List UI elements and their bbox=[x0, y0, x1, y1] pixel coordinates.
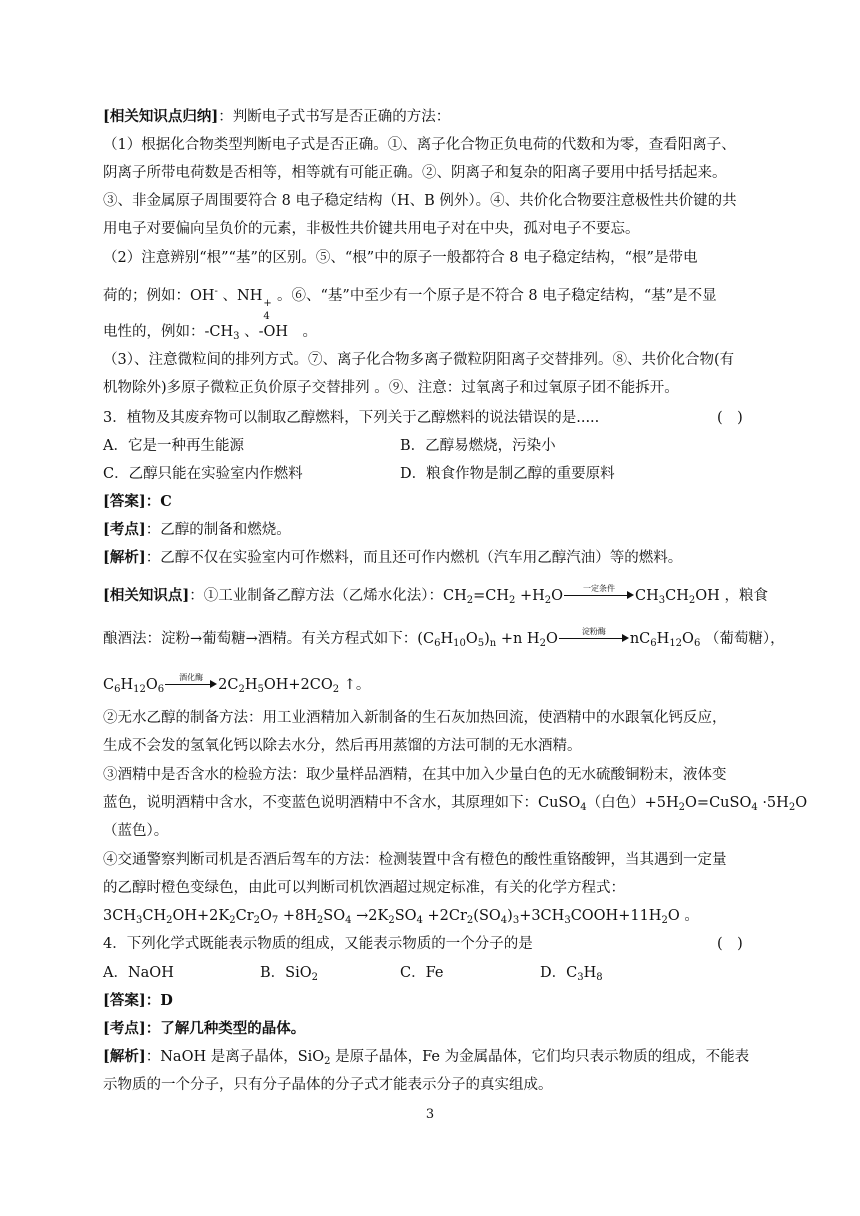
subscript: 2 bbox=[544, 595, 552, 606]
text-segment: 酿酒法：淀粉→葡萄糖→酒精。有关方程式如下：(C bbox=[103, 631, 435, 647]
q4-stem: 4．下列化学式既能表示物质的组成，又能表示物质的一个分子的是 bbox=[103, 936, 533, 952]
text-segment: O=CuSO bbox=[685, 795, 752, 811]
reaction-arrow bbox=[564, 584, 634, 602]
q3-answer-blank: ( ) bbox=[717, 410, 743, 426]
knowledge-line-1 bbox=[103, 584, 768, 606]
eq: 3CH bbox=[103, 908, 136, 924]
point-text: ：乙醇的制备和燃烧。 bbox=[145, 522, 291, 538]
subscript: 4 bbox=[580, 802, 587, 813]
subscript: 3 bbox=[658, 595, 666, 606]
eq: ) bbox=[507, 908, 513, 924]
subscript: 6 bbox=[650, 638, 657, 649]
text-segment: O bbox=[145, 677, 158, 693]
subscript: 2 bbox=[238, 684, 245, 695]
text-segment: 、-OH 。 bbox=[239, 324, 318, 340]
reaction-arrow bbox=[165, 673, 217, 691]
answer-label: [答案] bbox=[103, 493, 146, 510]
eq: COOH+11H bbox=[570, 908, 662, 924]
text-segment: ：①工业制备乙醇方法（乙烯水化法）：CH bbox=[189, 588, 467, 604]
subscript: 5 bbox=[257, 684, 264, 695]
q3-point bbox=[103, 520, 763, 540]
text-segment: CH bbox=[665, 588, 689, 604]
summary-line-2: 阴离子所带电荷数是否相等，相等就有可能正确。②、阴离子和复杂的阳离子要用中括号括起来。 bbox=[103, 165, 727, 181]
knowledge-p4-line-1: ④交通警察判断司机是否酒后驾车的方法：检测装置中含有橙色的酸性重铬酸钾，当其遇到一定量 bbox=[103, 852, 727, 868]
knowledge-p2-line-2: 生成不会发的氢氧化钙以除去水分，然后再用蒸馏的方法可制的无水酒精。 bbox=[103, 738, 582, 754]
subscript: 4 bbox=[751, 802, 758, 813]
subscript: 3 bbox=[135, 915, 143, 926]
text-segment: O bbox=[465, 631, 478, 647]
subscript: 4 bbox=[500, 915, 508, 926]
subscript: 2 bbox=[661, 915, 668, 926]
subscript: 2 bbox=[466, 595, 474, 606]
knowledge-line-3 bbox=[103, 675, 763, 695]
charge: + bbox=[263, 298, 272, 309]
text-segment: =CH bbox=[473, 588, 509, 604]
subscript: 6 bbox=[693, 638, 701, 649]
subscript: 6 bbox=[114, 684, 121, 695]
subscript: 3 bbox=[564, 915, 571, 926]
text-segment: H bbox=[120, 677, 134, 693]
summary-line-5: （2）注意辨别“根”“基”的区别。⑤、“根”中的原子一般都符合 8 电子稳定结构，“根”是带电 bbox=[103, 250, 698, 266]
text-segment: H bbox=[583, 965, 597, 981]
text-segment: O bbox=[551, 588, 564, 604]
q3-stem-line bbox=[103, 408, 763, 428]
summary-line-4: 用电子对要偏向呈负价的元素，非极性共价键共用电子对在中央，孤对电子不要忘。 bbox=[103, 221, 640, 237]
text-segment: OH ，粮食 bbox=[695, 588, 768, 604]
knowledge-p3-line-1: ③酒精中是否含水的检验方法：取少量样品酒精，在其中加入少量白色的无水硫酸铜粉末，液体变 bbox=[103, 767, 727, 783]
q4-option-c: C．Fe bbox=[400, 965, 444, 981]
knowledge-p2-line-1: ②无水乙醇的制备方法：用工业酒精加入新制备的生石灰加热回流，使酒精中的水跟氧化钙反应， bbox=[103, 710, 727, 726]
reaction-condition: 酒化酶 bbox=[179, 673, 204, 682]
q3-answer bbox=[103, 492, 763, 512]
subscript: 6 bbox=[434, 638, 441, 649]
subscript: 2 bbox=[332, 684, 340, 695]
subscript: 3 bbox=[577, 972, 584, 983]
q3-option-a: A．它是一种再生能源 bbox=[103, 438, 244, 454]
text-segment: H bbox=[656, 631, 670, 647]
subscript: 12 bbox=[669, 638, 683, 649]
eq: +8H bbox=[278, 908, 317, 924]
knowledge-p3-line-3: （蓝色）。 bbox=[103, 823, 169, 839]
text-segment: 、NH bbox=[217, 288, 263, 304]
eq: CH bbox=[142, 908, 167, 924]
q4-analysis-line-2: 示物质的一个分子，只有分子晶体的分子式才能表示分子的真实组成。 bbox=[103, 1077, 553, 1093]
reaction-condition: 一定条件 bbox=[583, 584, 616, 593]
subscript: 2 bbox=[539, 638, 546, 649]
summary-line-1: （1）根据化合物类型判断电子式是否正确。①、离子化合物正负电荷的代数和为零，查看阳离子、 bbox=[103, 137, 736, 153]
point-label: [考点] bbox=[103, 521, 146, 538]
summary-heading-line bbox=[103, 107, 763, 127]
page-number: 3 bbox=[425, 1107, 435, 1122]
subscript: 6 bbox=[157, 684, 165, 695]
text-segment: O bbox=[682, 631, 694, 647]
subscript: 2 bbox=[253, 915, 260, 926]
q3-option-c: C．乙醇只能在实验室内作燃料 bbox=[103, 466, 303, 482]
subscript: 2 bbox=[324, 1056, 331, 1067]
text-segment: +H bbox=[515, 588, 545, 604]
answer-label: [答案] bbox=[103, 992, 146, 1009]
text-segment: O bbox=[545, 631, 558, 647]
text-segment: O bbox=[795, 795, 808, 811]
eq: →2K bbox=[351, 908, 389, 924]
text-segment: OH+2CO bbox=[263, 677, 333, 693]
text-segment: H bbox=[440, 631, 454, 647]
text-segment: 荷的；例如：OH bbox=[103, 288, 215, 304]
summary-line-8: （3）、注意微粒间的排列方式。⑦、离子化合物多离子微粒阴阳离子交替排列。⑧、共价化合物(有 bbox=[103, 352, 735, 368]
text-segment: 电性的，例如：-CH bbox=[103, 324, 234, 340]
q4-option-a: A．NaOH bbox=[103, 965, 174, 981]
subscript: 5 bbox=[477, 638, 485, 649]
text-segment: CH bbox=[635, 588, 659, 604]
text-segment: C bbox=[103, 677, 115, 693]
text-segment: 蓝色，说明酒精中含水，不变蓝色说明酒精中不含水，其原理如下：CuSO bbox=[103, 795, 581, 811]
text-segment: ) bbox=[484, 631, 490, 647]
analysis-label: [解析] bbox=[103, 1048, 146, 1065]
q4-option-d bbox=[540, 963, 603, 983]
text-segment: ·5H bbox=[757, 795, 789, 811]
q3-analysis bbox=[103, 548, 763, 568]
q3-option-d: D．粮食作物是制乙醇的重要原料 bbox=[400, 466, 615, 482]
q4-stem-line bbox=[103, 934, 763, 954]
reaction-arrow bbox=[559, 627, 629, 645]
summary-lead: ：判断电子式书写是否正确的方法： bbox=[218, 109, 451, 125]
summary-line-6 bbox=[103, 286, 763, 322]
text-segment: D．C bbox=[540, 965, 578, 981]
text-segment: 2C bbox=[218, 677, 239, 693]
subscript: 2 bbox=[229, 915, 236, 926]
summary-label: [相关知识点归纳] bbox=[103, 108, 219, 125]
answer-value: ：C bbox=[145, 493, 172, 510]
eq: (SO bbox=[473, 908, 501, 924]
subscript: 4 bbox=[416, 915, 423, 926]
q4-answer bbox=[103, 991, 763, 1011]
summary-line-3: ③、非金属原子周围要符合 8 电子稳定结构（H、B 例外）。④、共价化合物要注意极性共价键的共 bbox=[103, 193, 737, 209]
summary-line-9: 机物除外)多原子微粒正负价原子交替排列 。⑨、注意：过氧离子和过氧原子团不能拆开。 bbox=[103, 380, 679, 396]
text-segment: B．SiO bbox=[260, 965, 312, 981]
knowledge-label: [相关知识点] bbox=[103, 587, 190, 604]
analysis-text: ：乙醇不仅在实验室内可作燃料，而且还可作内燃机（汽车用乙醇汽油）等的燃料。 bbox=[145, 550, 683, 566]
point-label: [考点] bbox=[103, 1020, 146, 1037]
knowledge-line-2 bbox=[103, 627, 785, 649]
subscript: 3 bbox=[233, 331, 240, 342]
subscript: 4 bbox=[263, 311, 270, 322]
text-segment: ↑。 bbox=[339, 677, 371, 693]
subscript: 7 bbox=[271, 915, 279, 926]
text-segment: nC bbox=[629, 631, 651, 647]
q4-analysis-line-1 bbox=[103, 1047, 763, 1067]
subscript: 2 bbox=[509, 595, 516, 606]
subscript: 2 bbox=[688, 595, 696, 606]
eq: SO bbox=[394, 908, 417, 924]
text-segment: 是原子晶体，Fe 为金属晶体，它们均只表示物质的组成，不能表 bbox=[330, 1049, 750, 1065]
q3-option-b: B．乙醇易燃烧，污染小 bbox=[400, 438, 556, 454]
subscript: 10 bbox=[453, 638, 466, 649]
eq: SO bbox=[323, 908, 346, 924]
eq: +3CH bbox=[519, 908, 565, 924]
knowledge-p4-line-2: 的乙醇时橙色变绿色，由此可以判断司机饮酒超过规定标准，有关的化学方程式： bbox=[103, 880, 625, 896]
answer-value: ：D bbox=[145, 992, 173, 1009]
superscript: - bbox=[214, 286, 218, 298]
text-segment: （白色）+5H bbox=[586, 795, 679, 811]
text-segment: 。⑥、“基”中至少有一个原子是不符合 8 电子稳定结构，“基”是不显 bbox=[272, 288, 717, 304]
subscript: 2 bbox=[166, 915, 173, 926]
subscript: 3 bbox=[512, 915, 520, 926]
text-segment: +n H bbox=[496, 631, 540, 647]
analysis-label: [解析] bbox=[103, 549, 146, 566]
eq: O bbox=[260, 908, 272, 924]
eq: Cr bbox=[235, 908, 254, 924]
knowledge-equation bbox=[103, 906, 763, 926]
subscript: 8 bbox=[596, 972, 603, 983]
knowledge-p3-line-2 bbox=[103, 793, 808, 813]
subscript: 2 bbox=[678, 802, 686, 813]
text-segment: ：NaOH 是离子晶体，SiO bbox=[145, 1049, 325, 1065]
q4-point bbox=[103, 1019, 763, 1039]
subscript: n bbox=[489, 638, 497, 649]
summary-line-7 bbox=[103, 322, 763, 342]
reaction-condition: 淀粉酶 bbox=[581, 627, 606, 636]
subscript: 2 bbox=[311, 972, 318, 983]
subscript: 2 bbox=[388, 915, 395, 926]
point-text: ：了解几种类型的晶体。 bbox=[145, 1020, 306, 1037]
text-segment: （葡萄糖）， bbox=[700, 631, 785, 647]
text-segment: H bbox=[244, 677, 258, 693]
q4-option-b bbox=[260, 963, 318, 983]
q3-stem: 3．植物及其废弃物可以制取乙醇燃料，下列关于乙醇燃料的说法错误的是..... bbox=[103, 410, 600, 426]
eq: O 。 bbox=[667, 908, 699, 924]
subscript: 2 bbox=[466, 915, 474, 926]
subscript: 2 bbox=[316, 915, 324, 926]
subscript: 2 bbox=[788, 802, 796, 813]
eq: OH+2K bbox=[172, 908, 230, 924]
q4-answer-blank: ( ) bbox=[717, 936, 743, 952]
subscript: 12 bbox=[133, 684, 146, 695]
subscript: 4 bbox=[345, 915, 352, 926]
eq: +2Cr bbox=[422, 908, 467, 924]
